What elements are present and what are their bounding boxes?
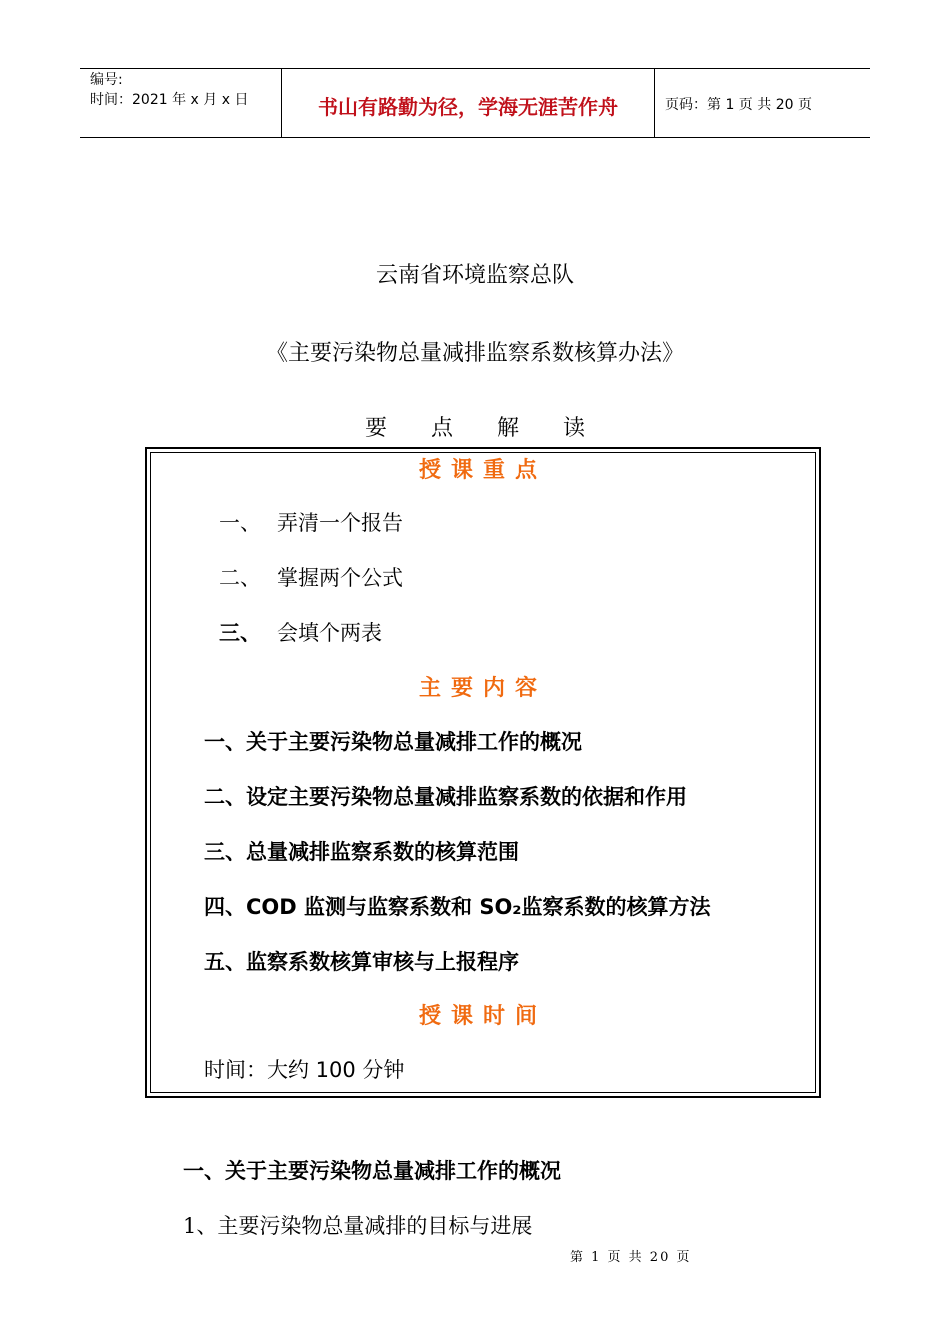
org-title: 云南省环境监察总队 xyxy=(375,263,574,288)
focus-item-text: 弄清一个报告 xyxy=(277,511,403,535)
doc-title: 《主要污染物总量减排监察系数核算办法》 xyxy=(265,341,684,366)
content-item: 三、总量减排监察系数的核算范围 xyxy=(204,840,519,864)
focus-item-text: 掌握两个公式 xyxy=(277,566,403,590)
content-heading: 主要内容 xyxy=(418,676,547,701)
page-header xyxy=(80,68,870,138)
header-page-cell xyxy=(655,69,870,137)
doc-subtitle: 要 点 解 读 xyxy=(364,416,585,441)
header-meta-cell xyxy=(80,69,282,137)
motto-text: 书山有路勤为径，学海无涯苦作舟 xyxy=(318,95,618,119)
focus-item-num: 二、 xyxy=(219,566,261,590)
serial-label: 编号: xyxy=(90,72,123,88)
page-footer: 第 1 页 共 20 页 xyxy=(570,1250,692,1265)
focus-item xyxy=(219,507,403,537)
header-page-info: 页码：第 1 页 共 20 页 xyxy=(665,97,812,113)
summary-box xyxy=(145,447,821,1098)
content-item: 五、监察系数核算审核与上报程序 xyxy=(204,950,519,974)
focus-item-text: 会填个两表 xyxy=(277,621,382,645)
focus-heading: 授课重点 xyxy=(418,458,547,483)
time-label: 时间：2021 年 x 月 x 日 xyxy=(90,92,249,108)
time-text: 时间：大约 100 分钟 xyxy=(204,1058,405,1082)
content-item: 二、设定主要污染物总量减排监察系数的依据和作用 xyxy=(204,785,687,809)
focus-item-num: 一、 xyxy=(219,511,261,535)
section-heading: 一、关于主要污染物总量减排工作的概况 xyxy=(183,1159,561,1183)
focus-item-num: 三、 xyxy=(219,621,261,645)
focus-item xyxy=(219,562,403,592)
header-motto-cell xyxy=(282,69,655,137)
content-item: 四、COD 监测与监察系数和 SO₂监察系数的核算方法 xyxy=(204,895,711,919)
time-heading: 授课时间 xyxy=(418,1004,547,1029)
focus-item xyxy=(219,617,382,647)
content-item: 一、关于主要污染物总量减排工作的概况 xyxy=(204,730,582,754)
subsection-heading: 1、主要污染物总量减排的目标与进展 xyxy=(183,1214,533,1238)
